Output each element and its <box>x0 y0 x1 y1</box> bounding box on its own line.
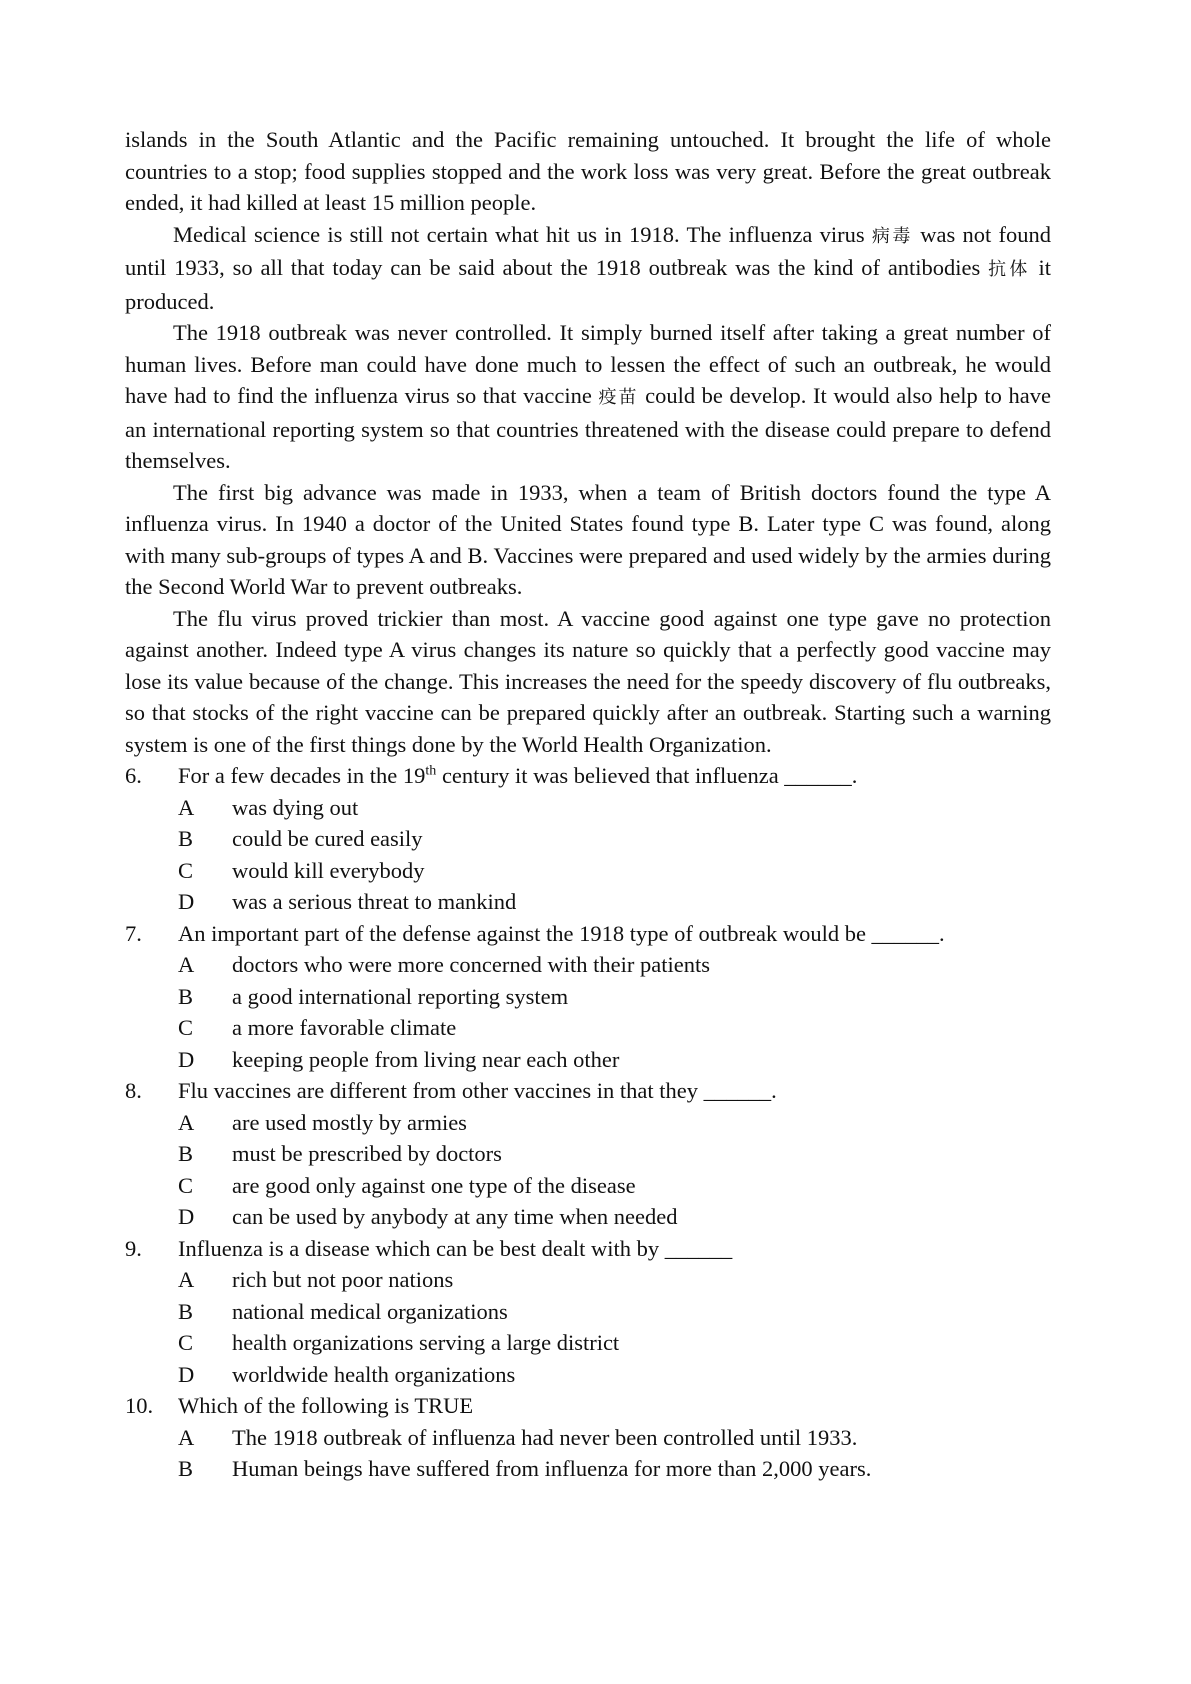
question-number: 6. <box>125 763 142 788</box>
passage-paragraph-5: The flu virus proved trickier than most. A vaccine good against one type gave no protection against another. Indeed type A virus changes its nature so quickly that a perfectly good vaccine may lose its value because of the change. This increases the need for the speedy discovery of flu outbreaks, so that stocks of the right vaccine can be prepared quickly after an outbreak. Starting such a warning system is one of the first things done by the World Health Organization. <box>125 605 1051 757</box>
option-text: are used mostly by armies <box>232 1109 467 1135</box>
option-letter: D <box>178 889 195 914</box>
question-number: 7. <box>125 920 142 946</box>
option-letter: A <box>178 794 195 820</box>
document-page <box>125 124 1051 1485</box>
option-10b[interactable] <box>178 1453 1051 1485</box>
option-letter: C <box>178 1015 194 1040</box>
option-8b[interactable] <box>178 1138 1051 1170</box>
question-text-part: century it was believed that influenza ______. <box>436 763 858 788</box>
option-letter: D <box>178 1361 195 1387</box>
option-8d[interactable] <box>178 1201 1051 1233</box>
option-7d[interactable] <box>178 1044 1051 1076</box>
passage-text: The 1918 outbreak was never controlled. It simply burned itself after taking a great number of human lives. Before man could have done much to lessen the effect of such an outbreak, he would have had to find the influenza virus so that vaccine <box>125 320 1051 408</box>
question-6 <box>125 760 1051 792</box>
option-9c[interactable] <box>178 1327 1051 1359</box>
option-6c[interactable] <box>178 855 1051 887</box>
option-10a[interactable] <box>178 1422 1051 1454</box>
chinese-gloss-virus: 病毒 <box>871 225 914 247</box>
question-number: 9. <box>125 1235 142 1261</box>
option-letter: C <box>178 857 194 883</box>
question-text <box>178 760 1051 792</box>
option-8c[interactable] <box>178 1170 1051 1202</box>
question-text: Influenza is a disease which can be best dealt with by ______ <box>178 1235 733 1261</box>
option-text: worldwide health organizations <box>232 1361 516 1387</box>
option-letter: B <box>178 826 194 851</box>
passage-paragraph-1: islands in the South Atlantic and the Pacific remaining untouched. It brought the life of whole countries to a stop; food supplies stopped and the work loss was very great. Before the great outbreak ended, it had killed at least 15 million people. <box>125 127 1051 215</box>
question-number: 8. <box>125 1078 142 1103</box>
option-letter: A <box>178 1109 195 1135</box>
option-7c[interactable] <box>178 1012 1051 1044</box>
passage-text: could be develop. It would also help to have an international reporting system so that countries threatened with the disease could prepare to defend themselves. <box>125 383 1052 473</box>
option-9d[interactable] <box>178 1359 1051 1391</box>
passage-text: was not found until 1933, so all that today can be said about the 1918 outbreak was the kind of antibodies <box>125 221 1051 280</box>
option-text: can be used by anybody at any time when needed <box>232 1204 678 1229</box>
option-letter: C <box>178 1330 194 1355</box>
question-text: An important part of the defense against the 1918 type of outbreak would be ______. <box>178 920 945 946</box>
option-text: keeping people from living near each other <box>232 1046 620 1072</box>
option-8a[interactable] <box>178 1107 1051 1139</box>
option-7b[interactable] <box>178 981 1051 1013</box>
option-9a[interactable] <box>178 1264 1051 1296</box>
question-number: 10. <box>125 1393 154 1418</box>
option-text: Human beings have suffered from influenza for more than 2,000 years. <box>232 1456 872 1481</box>
chinese-gloss-vaccine: 疫苗 <box>598 387 639 408</box>
option-letter: A <box>178 1267 195 1292</box>
option-6b[interactable] <box>178 823 1051 855</box>
option-letter: A <box>178 1424 195 1450</box>
option-9b[interactable] <box>178 1296 1051 1328</box>
passage-paragraph-4: The first big advance was made in 1933, when a team of British doctors found the type A influenza virus. In 1940 a doctor of the United States found type B. Later type C was found, along with many sub-groups of types A and B. Vaccines were prepared and used widely by the armies during the Second World War to prevent outbreaks. <box>125 479 1051 599</box>
option-letter: B <box>178 1456 194 1481</box>
option-text: was dying out <box>232 794 359 820</box>
option-letter: B <box>178 983 194 1009</box>
option-letter: D <box>178 1046 195 1072</box>
option-text: would kill everybody <box>232 857 425 883</box>
superscript-th: th <box>425 763 437 779</box>
option-text: could be cured easily <box>232 826 423 851</box>
passage-text: it produced. <box>125 255 1052 314</box>
option-text: a good international reporting system <box>232 983 569 1009</box>
passage-paragraph-3 <box>125 317 1051 477</box>
option-text: was a serious threat to mankind <box>232 889 517 914</box>
question-text: Flu vaccines are different from other vaccines in that they ______. <box>178 1078 777 1103</box>
option-letter: B <box>178 1141 194 1166</box>
option-text: a more favorable climate <box>232 1015 457 1040</box>
option-text: rich but not poor nations <box>232 1267 454 1292</box>
option-text: The 1918 outbreak of influenza had never been controlled until 1933. <box>232 1424 858 1450</box>
option-text: are good only against one type of the disease <box>232 1172 636 1198</box>
question-10 <box>125 1390 1051 1422</box>
option-letter: D <box>178 1204 195 1229</box>
question-9 <box>125 1233 1051 1265</box>
question-7 <box>125 918 1051 950</box>
question-text-part: For a few decades in the 19 <box>178 763 426 788</box>
option-letter: A <box>178 952 195 977</box>
option-text: health organizations serving a large district <box>232 1330 620 1355</box>
option-text: must be prescribed by doctors <box>232 1141 502 1166</box>
option-text: doctors who were more concerned with their patients <box>232 952 710 977</box>
option-6a[interactable] <box>178 792 1051 824</box>
question-text: Which of the following is TRUE <box>178 1393 474 1418</box>
chinese-gloss-antibodies: 抗体 <box>988 259 1031 280</box>
option-letter: B <box>178 1298 194 1324</box>
question-8 <box>125 1075 1051 1107</box>
option-7a[interactable] <box>178 949 1051 981</box>
passage-text: Medical science is still not certain what hit us in 1918. The influenza virus <box>173 221 872 247</box>
option-letter: C <box>178 1172 194 1198</box>
option-6d[interactable] <box>178 886 1051 918</box>
passage-paragraph-2 <box>125 219 1051 318</box>
option-text: national medical organizations <box>232 1298 508 1324</box>
